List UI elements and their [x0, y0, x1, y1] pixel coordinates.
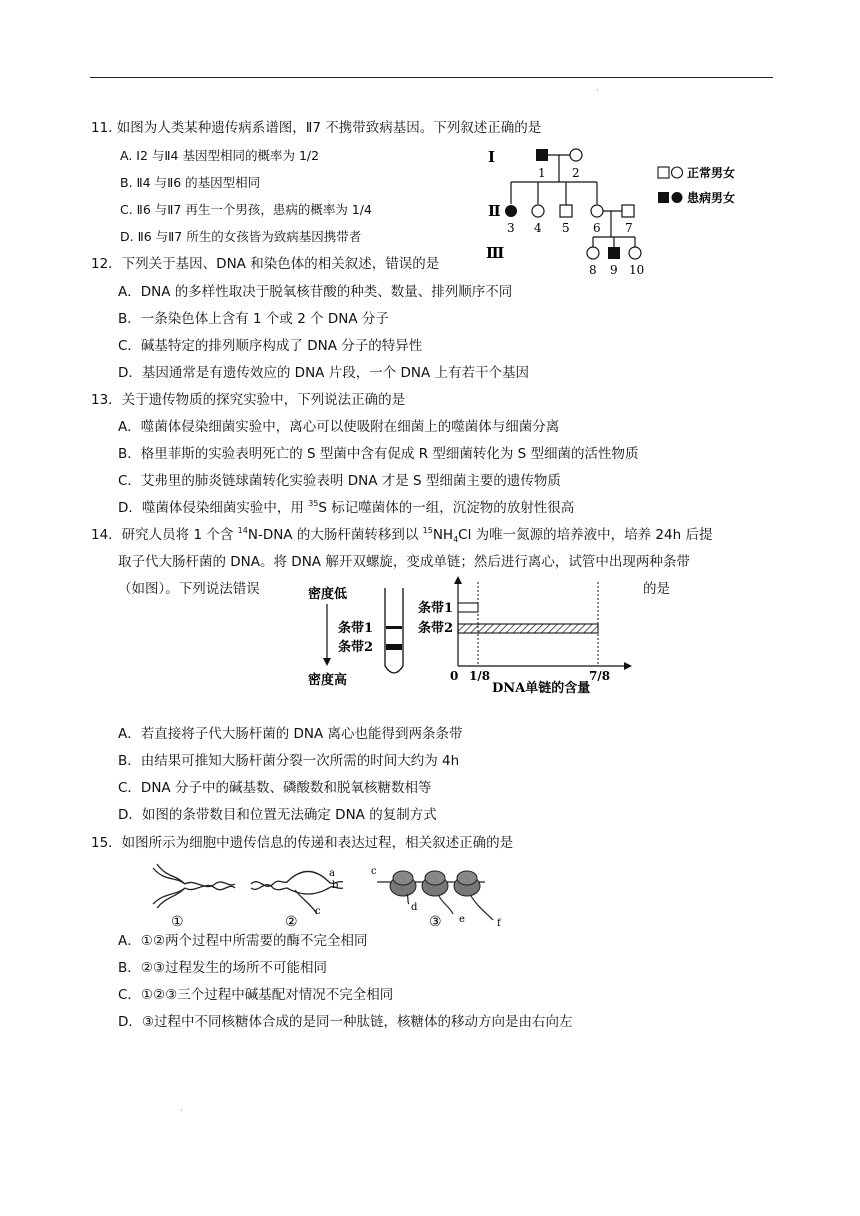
label-5: 5: [562, 221, 570, 235]
fig-letter-a: a: [329, 868, 335, 879]
centrifuge-tube-figure: [300, 580, 430, 690]
label-1: 1: [538, 166, 546, 180]
chart-band1-label: 条带1: [418, 601, 454, 616]
q11-option-d: D. Ⅱ6 与Ⅱ7 所生的女孩皆为致病基因携带者: [120, 229, 362, 244]
tick-label-2: 7/8: [589, 669, 611, 683]
q15-option-a: A．①②两个过程中所需要的酶不完全相同: [118, 933, 368, 949]
q11-option-c: C. Ⅱ6 与Ⅱ7 再生一个男孩，患病的概率为 1/4: [120, 202, 372, 217]
footer-mark: ·: [180, 1106, 183, 1115]
q11-stem: 11. 如图为人类某种遗传病系谱图，Ⅱ7 不携带致病基因。下列叙述正确的是: [91, 120, 542, 136]
individual-8-female: [587, 247, 599, 259]
individual-3-female-affected: [505, 205, 517, 217]
q13-option-b: B．格里菲斯的实验表明死亡的 S 型菌中含有促成 R 型细菌转化为 S 型细菌的活性物质: [118, 446, 639, 462]
label-9: 9: [610, 263, 618, 277]
q14-stem-line3-left: （如图）。下列说法错误: [118, 581, 260, 597]
label-10: 10: [629, 263, 645, 277]
pedigree-chart: [480, 140, 780, 280]
fig-letter-f: f: [497, 918, 501, 929]
q12-option-c: C．碱基特定的排列顺序构成了 DNA 分子的特异性: [118, 338, 423, 354]
q12-option-d: D．基因通常是有遗传效应的 DNA 片段，一个 DNA 上有若干个基因: [118, 365, 530, 381]
legend-affected: 患病男女: [687, 191, 736, 205]
individual-6-female: [591, 205, 603, 217]
dna-strand-chart: [418, 574, 640, 702]
tube-band-1: [386, 626, 402, 629]
q12-option-b: B．一条染色体上含有 1 个或 2 个 DNA 分子: [118, 311, 389, 327]
q14-option-d: D．如图的条带数目和位置无法确定 DNA 的复制方式: [118, 807, 437, 823]
individual-1-male-affected: [536, 149, 548, 161]
individual-4-female: [532, 205, 544, 217]
legend-normal: 正常男女: [687, 166, 736, 180]
label-7: 7: [625, 221, 633, 235]
q11-option-b: B. Ⅱ4 与Ⅱ6 的基因型相同: [120, 175, 261, 190]
label-6: 6: [593, 221, 601, 235]
q12-option-a: A．DNA 的多样性取决于脱氧核苷酸的种类、数量、排列顺序不同: [118, 284, 513, 300]
q15-option-d: D．③过程中不同核糖体合成的是同一种肽链，核糖体的移动方向是由右向左: [118, 1014, 573, 1030]
q13-option-c: C．艾弗里的肺炎链球菌转化实验表明 DNA 才是 S 型细菌主要的遗传物质: [118, 473, 561, 489]
individual-5-male: [560, 205, 572, 217]
ribosome-3: [454, 871, 480, 896]
tick-label-1: 1/8: [469, 669, 491, 683]
band2-label: 条带2: [338, 640, 374, 655]
label-2: 2: [572, 166, 580, 180]
tube-band-2: [386, 644, 402, 650]
ribosome-1: [390, 871, 416, 896]
individual-2-female: [570, 149, 582, 161]
tick-label-0: 0: [450, 669, 459, 683]
gen-label-1: Ⅰ: [488, 148, 496, 166]
gen-label-2: Ⅱ: [488, 202, 501, 220]
fig-letter-b: b: [332, 880, 339, 891]
q14-option-a: A．若直接将子代大肠杆菌的 DNA 离心也能得到两条条带: [118, 726, 463, 742]
q13-option-a: A．噬菌体侵染细菌实验中，离心可以使吸附在细菌上的噬菌体与细菌分离: [118, 419, 560, 435]
q13-stem: 13．关于遗传物质的探究实验中，下列说法正确的是: [91, 392, 406, 408]
individual-10-female: [629, 247, 641, 259]
header-rule: [90, 77, 773, 78]
fig-letter-e: e: [459, 914, 465, 925]
q15-option-c: C．①②③三个过程中碱基配对情况不完全相同: [118, 987, 394, 1003]
q14-option-c: C．DNA 分子中的碱基数、磷酸数和脱氧核糖数相等: [118, 780, 432, 796]
bar-1: [458, 603, 478, 612]
fig-label-1: ①: [171, 914, 184, 930]
gene-expression-figure: [145, 860, 525, 930]
fig-label-3: ③: [429, 914, 442, 930]
q13-option-d: D．噬菌体侵染细菌实验中，用 $^{35}$S 标记噬菌体的一组，沉淀物的放射性很高: [118, 499, 575, 516]
individual-7-male: [622, 205, 634, 217]
high-density-label: 密度高: [308, 673, 348, 688]
label-8: 8: [589, 263, 597, 277]
ribosome-2: [422, 871, 448, 896]
label-4: 4: [534, 221, 542, 235]
bar-2: [458, 624, 598, 633]
fig-letter-c-3: c: [371, 866, 377, 877]
q15-stem: 15．如图所示为细胞中遗传信息的传递和表达过程，相关叙述正确的是: [91, 835, 514, 851]
test-tube: [385, 588, 403, 673]
individual-9-male-affected: [608, 247, 620, 259]
q14-stem-line1: 14．研究人员将 1 个含 $^{14}$N-DNA 的大肠杆菌转移到以 $^{15}NH_4Cl$ 为唯一氮源的培养液中，培养 24h 后提: [91, 526, 713, 544]
fig-label-2: ②: [285, 914, 298, 930]
band1-label: 条带1: [338, 621, 374, 636]
q12-stem: 12．下列关于基因、DNA 和染色体的相关叙述，错误的是: [91, 256, 440, 272]
fig-letter-d: d: [411, 902, 418, 913]
q11-option-a: A. Ⅰ2 与Ⅱ4 基因型相同的概率为 1/2: [120, 148, 320, 163]
low-density-label: 密度低: [308, 587, 348, 602]
q14-stem-line2: 取子代大肠杆菌的 DNA。将 DNA 解开双螺旋，变成单链；然后进行离心，试管中出现两种条带: [118, 554, 690, 570]
x-axis-label: DNA单链的含量: [492, 681, 591, 696]
q15-option-b: B．②③过程发生的场所不可能相同: [118, 960, 327, 976]
replication-diagram: [153, 864, 235, 908]
q14-stem-line3-right: 的是: [643, 581, 670, 597]
label-3: 3: [507, 221, 515, 235]
q14-option-b: B．由结果可推知大肠杆菌分裂一次所需的时间大约为 4h: [118, 753, 460, 769]
corner-mark: ·: [596, 86, 599, 95]
fig-letter-c-2: c: [315, 906, 321, 917]
chart-band2-label: 条带2: [418, 621, 454, 636]
gen-label-3: Ⅲ: [486, 244, 505, 262]
